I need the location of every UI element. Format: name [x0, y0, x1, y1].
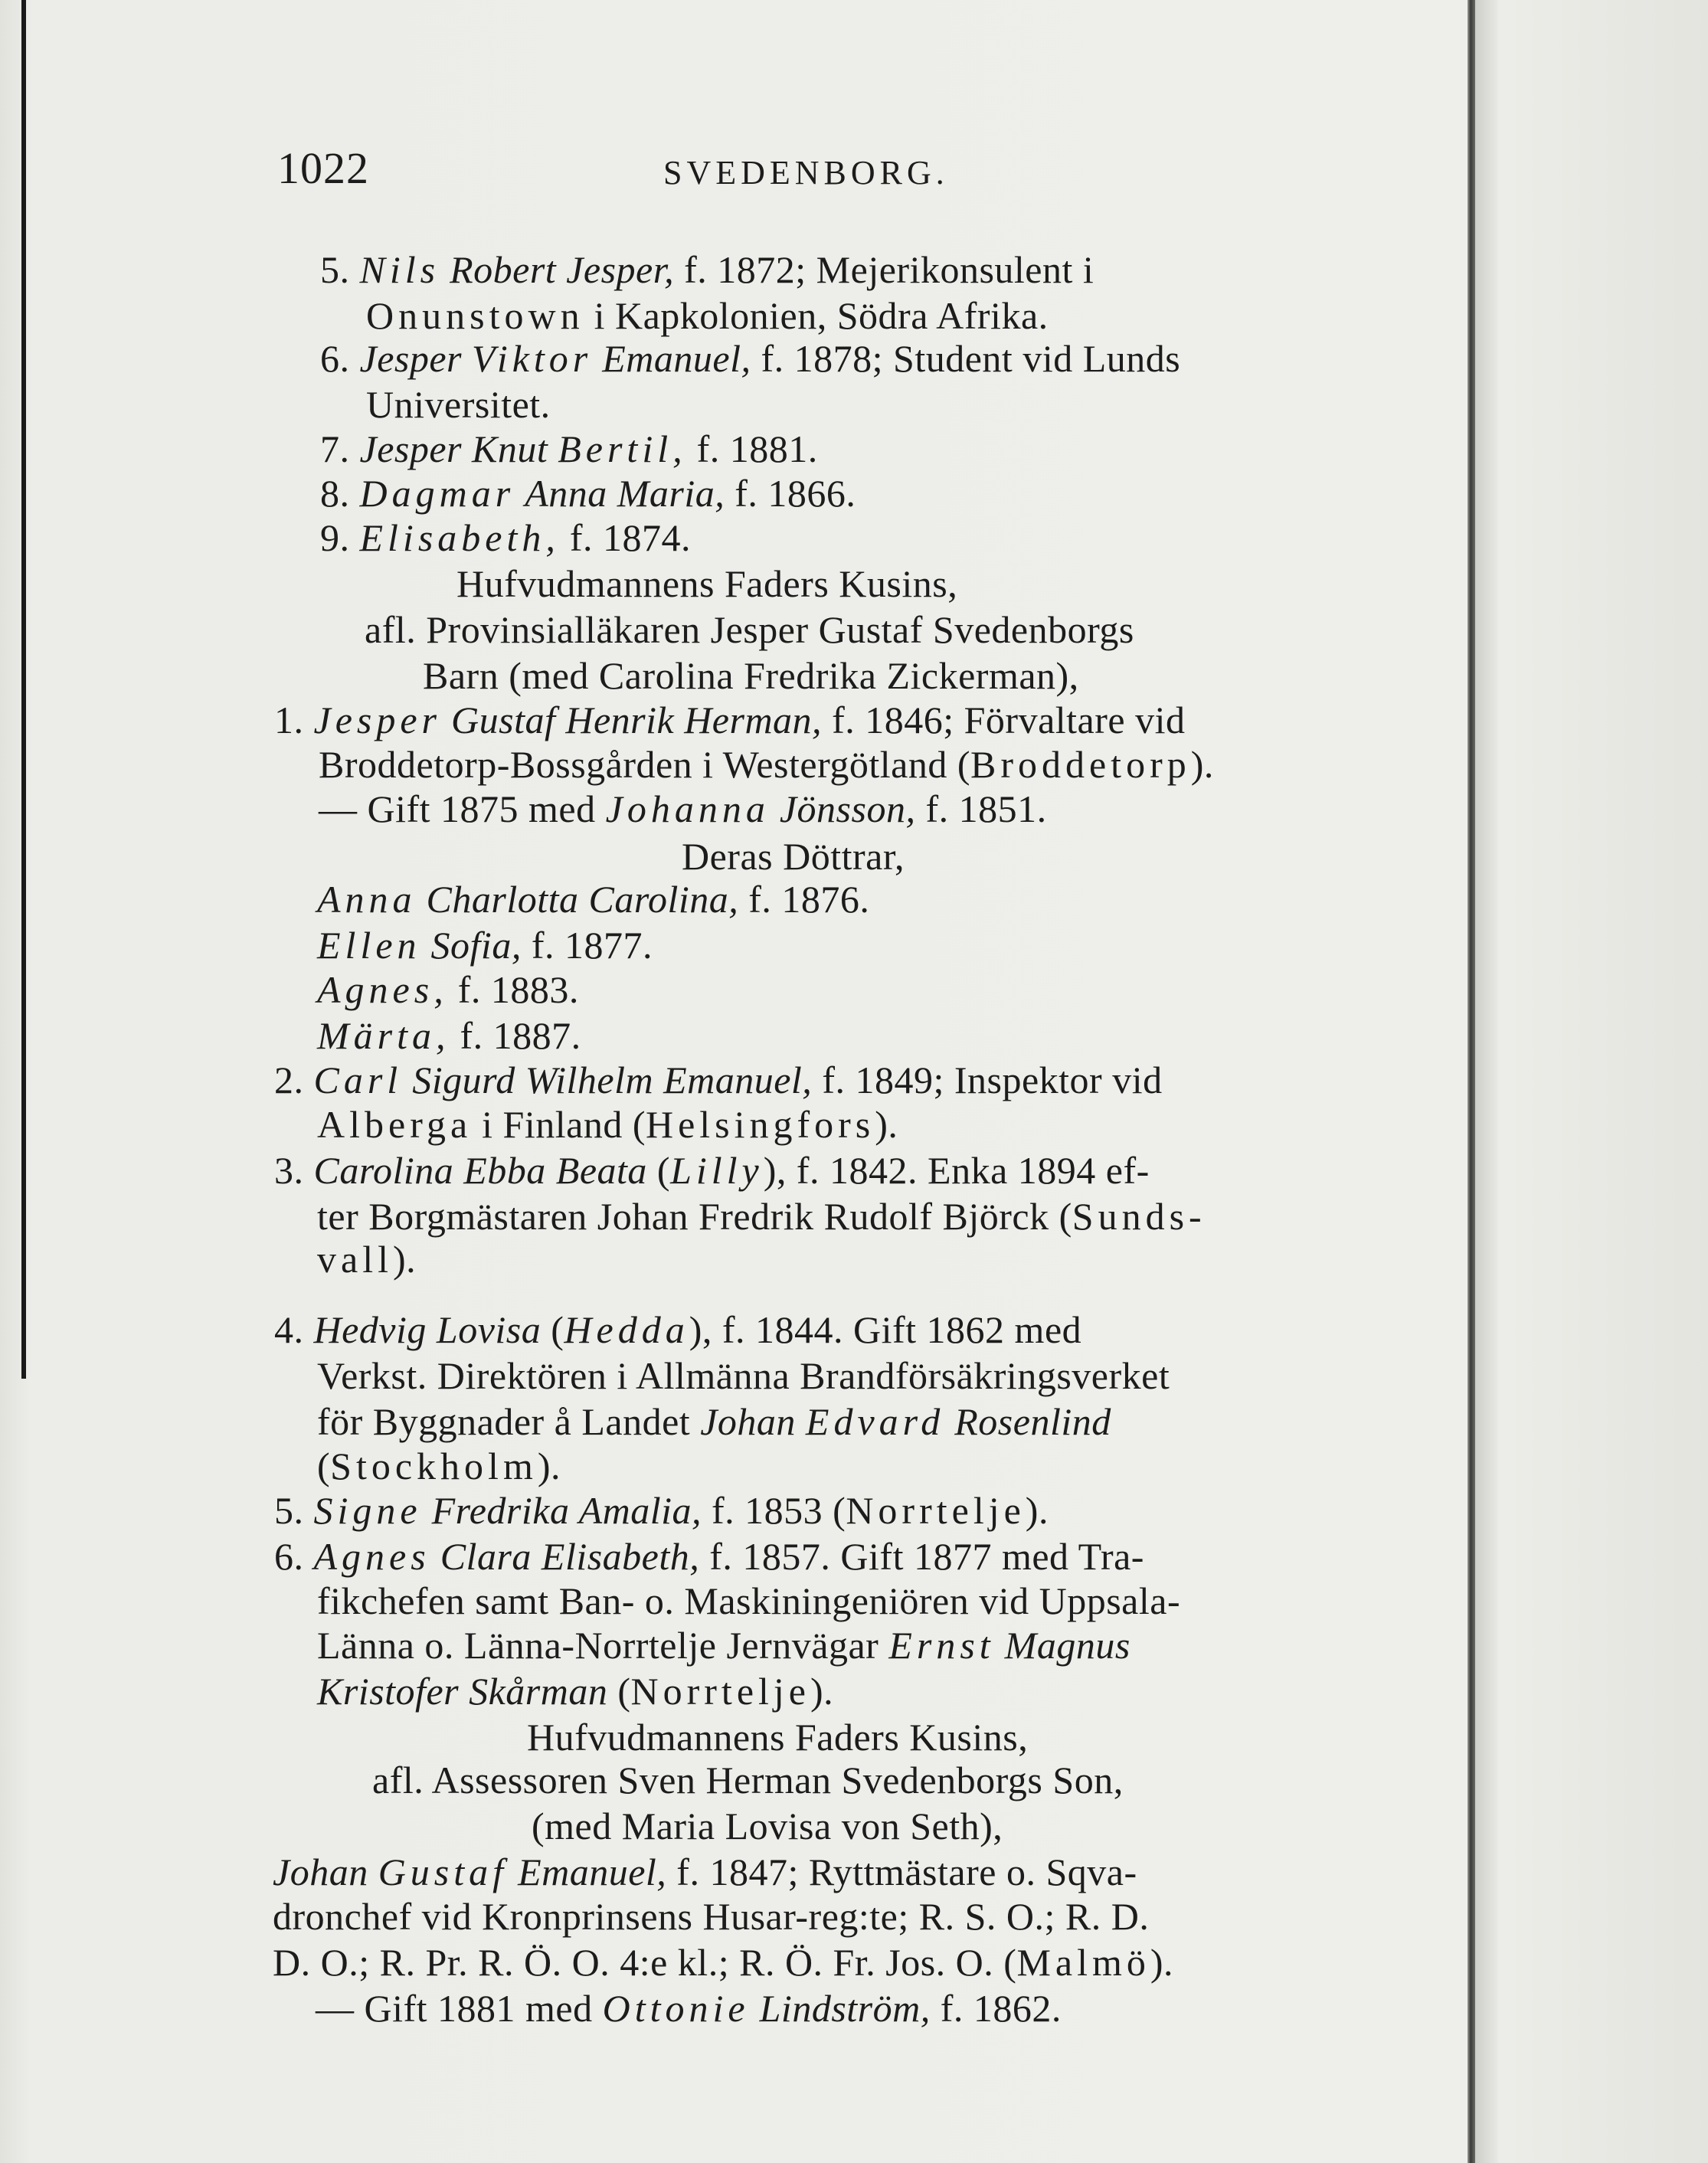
text-run: Elisabeth,	[359, 516, 560, 559]
text-run: 4.	[274, 1308, 314, 1351]
text-run: Signe	[313, 1489, 422, 1532]
running-title: SVEDENBORG.	[663, 154, 949, 191]
text-run: ter Borgmästaren Johan Fredrik Rudolf Björck (	[317, 1195, 1072, 1238]
text-run: Hufvudmannens Faders Kusins,	[527, 1716, 1029, 1759]
text-line	[317, 1101, 898, 1147]
text-line	[274, 1147, 1150, 1193]
text-run: Ellen	[317, 924, 421, 967]
text-run: vall	[317, 1238, 393, 1281]
text-line	[527, 1714, 1028, 1760]
text-run: i Finland (	[472, 1103, 646, 1146]
text-run: f. 1853 (	[702, 1489, 846, 1532]
text-run	[430, 1535, 440, 1578]
text-run: Jesper	[359, 337, 462, 380]
text-run: Alberga	[317, 1103, 473, 1146]
text-run: Fredrika Amalia,	[431, 1489, 702, 1532]
text-line	[365, 607, 1134, 653]
text-run: ), f. 1844. Gift 1862 med	[689, 1308, 1082, 1351]
text-run	[440, 248, 450, 291]
text-run: 8.	[320, 472, 360, 515]
page-gutter	[1475, 0, 1498, 2163]
text-run	[422, 1489, 432, 1532]
text-line	[316, 1985, 1062, 2031]
text-run: 6.	[320, 337, 360, 380]
text-run: ).	[537, 1445, 561, 1487]
text-run	[770, 787, 780, 830]
text-run: Verkst. Direktören i Allmänna Brandförsäkringsverket	[317, 1354, 1170, 1397]
text-run	[368, 1850, 378, 1893]
text-run	[515, 472, 525, 515]
text-run: (	[607, 1670, 631, 1713]
text-run	[995, 1624, 1005, 1667]
text-line	[317, 1193, 1206, 1239]
text-run	[944, 1400, 954, 1443]
text-line	[317, 1668, 833, 1714]
text-line	[274, 1533, 1144, 1579]
text-run: 9.	[320, 516, 360, 559]
text-run: — Gift 1875 med	[319, 787, 606, 830]
text-run: Jesper	[313, 699, 441, 741]
text-run: Sunds-	[1072, 1195, 1206, 1238]
text-run: ), f. 1842. Enka 1894 ef-	[763, 1149, 1150, 1192]
text-run: i Kapkolonien, Södra Afrika.	[584, 294, 1049, 337]
text-run: Johan	[700, 1400, 796, 1443]
text-run: Universitet.	[366, 383, 551, 426]
text-run: Märta,	[317, 1014, 450, 1057]
text-run: f. 1862.	[930, 1987, 1062, 2030]
text-run: f. 1874.	[559, 516, 692, 559]
text-run	[421, 924, 431, 967]
text-run: Robert Jesper,	[450, 248, 675, 291]
text-run: Kristofer Skårman	[317, 1670, 608, 1713]
text-run: Emanuel,	[602, 337, 751, 380]
text-line	[366, 293, 1049, 339]
text-run: 7.	[320, 427, 360, 470]
text-run: f. 1872; Mejerikonsulent i	[674, 248, 1094, 291]
text-run	[441, 699, 451, 741]
text-line	[532, 1803, 1003, 1849]
text-run: Bertil,	[558, 427, 687, 470]
text-run: 1.	[274, 699, 314, 741]
text-line	[317, 1399, 1111, 1445]
text-run: för Byggnader å Landet	[317, 1400, 701, 1443]
text-run: Nils	[359, 248, 440, 291]
text-line	[317, 1013, 581, 1059]
text-run: ).	[1190, 743, 1214, 786]
text-line	[274, 1307, 1081, 1353]
page-gutter-shadow	[1468, 0, 1475, 2163]
text-run: f. 1849; Inspektor vid	[812, 1059, 1163, 1101]
text-run	[417, 878, 427, 921]
text-line	[456, 561, 957, 607]
text-run: dronchef vid Kronprinsens Husar-reg:te; R. S. O.; R. D.	[273, 1895, 1150, 1938]
text-run: f. 1883.	[447, 968, 579, 1011]
text-run: Agnes,	[317, 968, 448, 1011]
text-run: ).	[1025, 1489, 1049, 1532]
text-run	[508, 1850, 518, 1893]
text-run: f. 1881.	[686, 427, 818, 470]
text-run: f. 1878; Student vid Lunds	[751, 337, 1181, 380]
page-number: 1022	[277, 143, 369, 193]
text-run: Clara Elisabeth,	[440, 1535, 700, 1578]
text-run	[750, 1987, 760, 2030]
text-run: Deras Döttrar,	[682, 835, 905, 878]
text-run: f. 1857. Gift 1877 med Tra-	[699, 1535, 1144, 1578]
text-line	[682, 833, 905, 879]
text-line	[423, 653, 1079, 699]
text-line	[317, 1443, 561, 1489]
text-run: Broddetorp-Bossgården i Westergötland (	[319, 743, 970, 786]
text-run	[402, 1059, 412, 1101]
text-run: Onunstown	[366, 294, 584, 337]
text-run: Johanna	[605, 787, 770, 830]
text-line	[372, 1757, 1124, 1803]
text-line	[317, 1353, 1170, 1399]
text-run: Jesper Knut	[359, 427, 548, 470]
text-line	[320, 426, 818, 472]
text-run: 3.	[274, 1149, 314, 1192]
text-run: D. O.; R. Pr. R. Ö. O. 4:e kl.; R. Ö. Fr. Jos. O. (	[273, 1941, 1017, 1984]
text-line	[317, 876, 869, 922]
text-run: Jönsson,	[779, 787, 916, 830]
text-run: Hedda	[564, 1308, 689, 1351]
text-run: 2.	[274, 1059, 314, 1101]
text-run: 5.	[274, 1489, 314, 1532]
text-run: f. 1877.	[521, 924, 653, 967]
text-run: Norrtelje	[630, 1670, 810, 1713]
text-run: ).	[392, 1238, 417, 1281]
text-run: Carl	[313, 1059, 403, 1101]
text-line	[273, 1939, 1173, 1985]
text-run: f. 1887.	[450, 1014, 581, 1057]
text-run: Gustaf Henrik Herman,	[451, 699, 823, 741]
text-run: Anna	[317, 878, 417, 921]
text-run: Edvard	[805, 1400, 945, 1443]
text-line	[319, 786, 1047, 832]
text-run: Hufvudmannens Faders Kusins,	[456, 562, 958, 605]
text-line	[317, 1578, 1180, 1624]
text-run: Stockholm	[330, 1445, 538, 1487]
text-line	[317, 922, 653, 968]
text-line	[320, 335, 1180, 381]
text-run: Carolina Ebba Beata	[313, 1149, 647, 1192]
text-run: Barn (med Carolina Fredrika Zickerman),	[423, 654, 1079, 697]
text-run: Magnus	[1004, 1624, 1130, 1667]
text-run: 5.	[320, 248, 360, 291]
text-run: f. 1846; Förvaltare vid	[822, 699, 1186, 741]
text-run: Broddetorp	[970, 743, 1191, 786]
text-line	[320, 470, 856, 516]
text-run: Malmö	[1016, 1941, 1150, 1984]
text-run: Lilly	[670, 1149, 764, 1192]
text-run: Rosenlind	[954, 1400, 1111, 1443]
text-run: fikchefen samt Ban- o. Maskiningeniören vid Uppsala-	[317, 1579, 1181, 1622]
text-run: Sofia,	[430, 924, 522, 967]
text-run	[548, 427, 558, 470]
text-run: f. 1866.	[725, 472, 856, 515]
text-run: Anna Maria,	[525, 472, 725, 515]
text-line	[274, 697, 1185, 743]
text-run: — Gift 1881 med	[316, 1987, 603, 2030]
text-run: Hedvig Lovisa	[313, 1308, 542, 1351]
text-line	[274, 1057, 1163, 1103]
text-run: Lindström,	[759, 1987, 931, 2030]
text-run: (	[646, 1149, 671, 1192]
text-run: 6.	[274, 1535, 314, 1578]
text-run: ).	[810, 1670, 834, 1713]
text-run: ).	[875, 1103, 898, 1146]
text-run: f. 1851.	[915, 787, 1047, 830]
text-run: afl. Assessoren Sven Herman Svedenborgs Son,	[372, 1759, 1124, 1801]
text-run	[462, 337, 472, 380]
text-run	[592, 337, 602, 380]
text-run: Gustaf	[378, 1850, 509, 1893]
text-run: Viktor	[472, 337, 593, 380]
text-line	[366, 381, 551, 427]
text-run: f. 1847; Ryttmästare o. Sqva-	[666, 1850, 1137, 1893]
text-run: f. 1876.	[738, 878, 870, 921]
text-run: (med Maria Lovisa von Seth),	[532, 1805, 1003, 1847]
text-run: Dagmar	[359, 472, 515, 515]
text-line	[320, 247, 1094, 293]
text-line	[273, 1893, 1149, 1939]
text-run: Charlotta Carolina,	[426, 878, 739, 921]
text-run: Ernst	[888, 1624, 995, 1667]
text-run: Ottonie	[602, 1987, 750, 2030]
text-run: (	[541, 1308, 564, 1351]
text-run: Agnes	[313, 1535, 430, 1578]
text-run: Länna o. Länna-Norrtelje Jernvägar	[317, 1624, 889, 1667]
text-line	[320, 515, 691, 561]
text-line	[319, 741, 1214, 787]
text-run: Norrtelje	[846, 1489, 1026, 1532]
text-run: afl. Provinsialläkaren Jesper Gustaf Svedenborgs	[365, 608, 1134, 651]
text-run: Sigurd Wilhelm Emanuel,	[412, 1059, 813, 1101]
text-run: Helsingfors	[645, 1103, 875, 1146]
text-line	[273, 1849, 1137, 1895]
text-run: ).	[1150, 1941, 1174, 1984]
text-run: (	[317, 1445, 331, 1487]
text-run: Johan	[273, 1850, 368, 1893]
text-line	[274, 1487, 1049, 1533]
text-line	[317, 1236, 416, 1282]
text-run: Emanuel,	[518, 1850, 667, 1893]
text-line	[317, 967, 579, 1013]
text-line	[317, 1622, 1130, 1668]
text-run	[796, 1400, 806, 1443]
